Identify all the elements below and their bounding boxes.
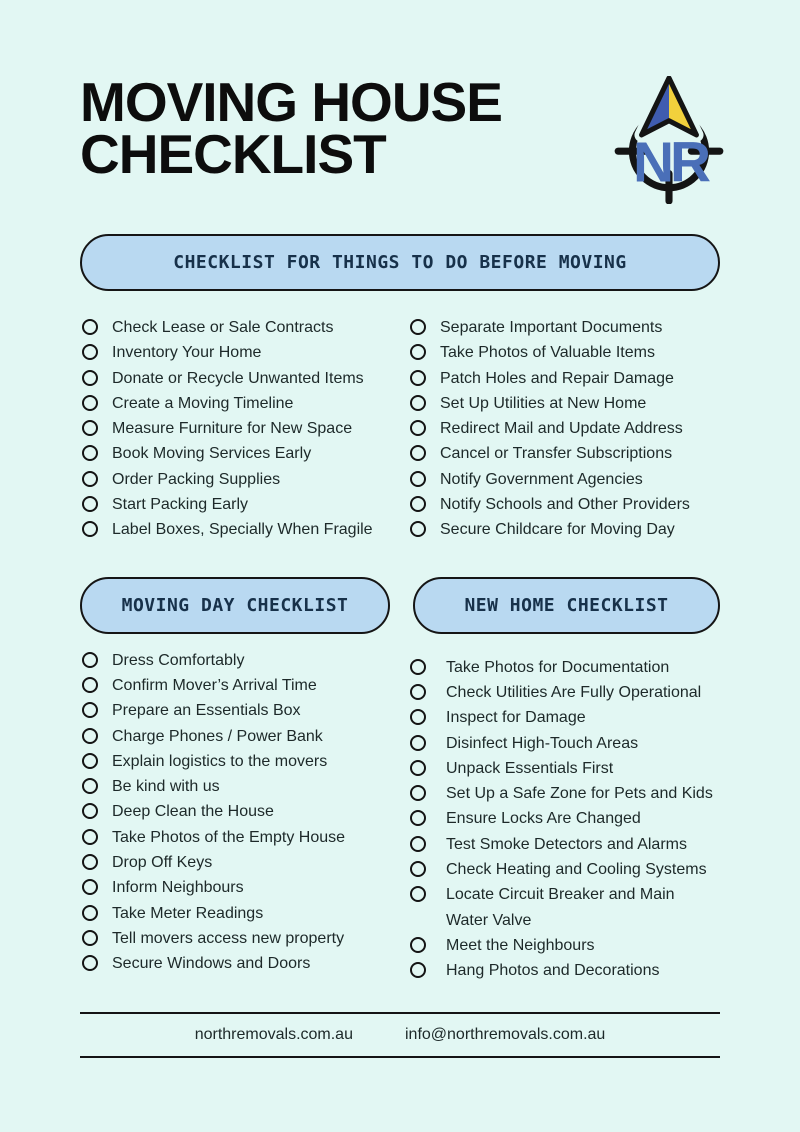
checklist-item-label: Take Photos for Documentation [446,658,670,676]
checklist-item [410,517,720,542]
checklist-item [82,416,408,441]
checklist-item-label: Dress Comfortably [112,651,245,669]
checkbox-circle-icon[interactable] [410,684,426,700]
checklist-item-label: Drop Off Keys [112,854,213,872]
checklist-item [82,366,408,391]
checkbox-circle-icon[interactable] [410,319,426,335]
before-moving-left-list [80,315,408,543]
checkbox-circle-icon[interactable] [82,677,98,693]
checklist-item [410,655,720,680]
checklist-item-label: Separate Important Documents [440,319,663,336]
checkbox-circle-icon[interactable] [82,778,98,794]
checklist-item-label: Explain logistics to the movers [112,752,328,770]
checklist-item [82,391,408,416]
checklist-item-label: Take Meter Readings [112,904,264,922]
checkbox-circle-icon[interactable] [410,521,426,537]
checklist-item-label: Label Boxes, Specially When Fragile [112,521,373,539]
checklist-item [410,781,720,806]
checkbox-circle-icon[interactable] [410,836,426,852]
checklist-item-label: Check Lease or Sale Contracts [112,319,334,336]
checklist-item [82,951,408,976]
checkbox-circle-icon[interactable] [410,445,426,461]
checklist-item-label: Deep Clean the House [112,803,274,821]
checkbox-circle-icon[interactable] [410,962,426,978]
checkbox-circle-icon[interactable] [82,753,98,769]
section-heading-before-moving [80,234,720,291]
moving-day-list [80,648,408,984]
checkbox-circle-icon[interactable] [410,861,426,877]
checklist-item [82,315,408,340]
checkbox-circle-icon[interactable] [82,471,98,487]
checkbox-circle-icon[interactable] [82,521,98,537]
lower-section-headings [80,577,720,634]
checklist-item-label: Take Photos of the Empty House [112,828,346,846]
checklist-item [82,517,408,542]
checklist-item-label: Be kind with us [112,778,220,796]
checklist-item-label: Notify Schools and Other Providers [440,496,690,514]
checklist-item-label: Set Up Utilities at New Home [440,394,647,412]
checkbox-circle-icon[interactable] [410,471,426,487]
checklist-item-label: Tell movers access new property [112,929,345,947]
page-title [80,71,600,185]
footer-contact-bar [80,1012,720,1058]
checkbox-circle-icon[interactable] [410,370,426,386]
footer-email: info@northremovals.com.au [404,1025,606,1043]
checklist-item [410,441,720,466]
checklist-item-label: Create a Moving Timeline [112,394,294,412]
checklist-item-label: Confirm Mover’s Arrival Time [112,676,317,694]
checklist-item [410,882,720,933]
checkbox-circle-icon[interactable] [82,955,98,971]
checkbox-circle-icon[interactable] [410,886,426,902]
checklist-item [82,648,408,673]
before-moving-checklist [80,315,720,543]
checklist-item [82,724,408,749]
checklist-item-label: Cancel or Transfer Subscriptions [440,445,673,463]
checklist-item [410,731,720,756]
checkbox-circle-icon[interactable] [82,803,98,819]
checkbox-circle-icon[interactable] [410,420,426,436]
checklist-item [82,901,408,926]
checklist-item-label: Secure Childcare for Moving Day [440,521,675,539]
checklist-item [410,391,720,416]
checklist-item [82,673,408,698]
section-heading-before-moving-label: CHECKLIST FOR THINGS TO DO BEFORE MOVING [173,252,627,273]
checklist-item [82,850,408,875]
checklist-item-label: Check Utilities Are Fully Operational [446,683,702,701]
checklist-item [410,705,720,730]
section-heading-moving-day [80,577,390,634]
checkbox-circle-icon[interactable] [82,829,98,845]
checklist-item [410,680,720,705]
checkbox-circle-icon[interactable] [410,810,426,826]
checkbox-circle-icon[interactable] [82,728,98,744]
checklist-item-label: Test Smoke Detectors and Alarms [446,835,687,853]
checklist-item [410,832,720,857]
checkbox-circle-icon[interactable] [82,879,98,895]
checklist-item [410,806,720,831]
checklist-item [410,857,720,882]
checklist-item [410,467,720,492]
checkbox-circle-icon[interactable] [82,445,98,461]
before-moving-right-list [408,315,720,543]
checkbox-circle-icon[interactable] [82,854,98,870]
checkbox-circle-icon[interactable] [82,930,98,946]
checklist-item-label: Notify Government Agencies [440,470,643,488]
checklist-item-label: Patch Holes and Repair Damage [440,369,674,387]
checklist-item [82,875,408,900]
compass-logo [608,76,730,204]
section-heading-new-home [413,577,720,634]
section-heading-new-home-label: NEW HOME CHECKLIST [464,594,669,616]
checklist-item-label: Prepare an Essentials Box [112,702,301,720]
checklist-item [410,416,720,441]
checklist-item-label: Ensure Locks Are Changed [446,810,641,828]
checklist-item-label: Inform Neighbours [112,879,244,897]
checkbox-circle-icon[interactable] [82,652,98,668]
checkbox-circle-icon[interactable] [410,937,426,953]
checklist-item-label: Order Packing Supplies [112,470,281,488]
checkbox-circle-icon[interactable] [410,735,426,751]
checkbox-circle-icon[interactable] [410,659,426,675]
checklist-item [410,492,720,517]
checkbox-circle-icon[interactable] [82,370,98,386]
checklist-item [82,441,408,466]
checklist-item [410,756,720,781]
new-home-list [408,648,720,984]
checklist-item-label: Book Moving Services Early [112,445,312,463]
checkbox-circle-icon[interactable] [410,709,426,725]
checklist-item-label: Secure Windows and Doors [112,955,311,973]
checklist-item-label: Check Heating and Cooling Systems [446,861,707,879]
checklist-item [82,698,408,723]
checklist-item [410,366,720,391]
checklist-item-label: Inventory Your Home [112,344,262,362]
checkbox-circle-icon[interactable] [82,319,98,335]
page-title-line2: CHECKLIST [80,123,386,185]
checklist-item-label: Measure Furniture for New Space [112,420,353,438]
checklist-item [410,933,720,958]
checklist-item-label: Disinfect High-Touch Areas [446,734,639,752]
checklist-item-label: Redirect Mail and Update Address [440,420,683,438]
footer-website: northremovals.com.au [194,1025,353,1043]
checkbox-circle-icon[interactable] [410,344,426,360]
page-title-line1: MOVING HOUSE [80,71,502,133]
checkbox-circle-icon[interactable] [82,420,98,436]
checklist-item-label: Locate Circuit Breaker and Main Water Valve [446,886,675,929]
checklist-item-label: Take Photos of Valuable Items [440,344,655,362]
checklist-item [410,340,720,365]
checklist-item [82,467,408,492]
checklist-item-label: Set Up a Safe Zone for Pets and Kids [446,785,713,803]
checklist-item [82,749,408,774]
checklist-item-label: Start Packing Early [112,496,249,514]
checkbox-circle-icon[interactable] [410,760,426,776]
checklist-item [410,315,720,340]
lower-checklists [80,648,720,984]
checklist-item [82,825,408,850]
checkbox-circle-icon[interactable] [82,395,98,411]
checklist-item [82,799,408,824]
checklist-item-label: Charge Phones / Power Bank [112,727,323,745]
checklist-item [82,926,408,951]
checkbox-circle-icon[interactable] [82,905,98,921]
section-heading-moving-day-label: MOVING DAY CHECKLIST [121,594,349,616]
checklist-item-label: Meet the Neighbours [446,936,595,954]
checkbox-circle-icon[interactable] [82,496,98,512]
checkbox-circle-icon[interactable] [82,344,98,360]
checkbox-circle-icon[interactable] [410,785,426,801]
checklist-item [410,958,720,983]
checklist-item-label: Unpack Essentials First [446,759,614,777]
checkbox-circle-icon[interactable] [410,496,426,512]
checkbox-circle-icon[interactable] [82,702,98,718]
checklist-item-label: Donate or Recycle Unwanted Items [112,369,364,387]
checkbox-circle-icon[interactable] [410,395,426,411]
checklist-item [82,492,408,517]
checklist-item-label: Inspect for Damage [446,709,586,727]
logo-letters: NR [633,131,708,195]
checklist-item [82,340,408,365]
checklist-item [82,774,408,799]
checklist-item-label: Hang Photos and Decorations [446,962,660,980]
